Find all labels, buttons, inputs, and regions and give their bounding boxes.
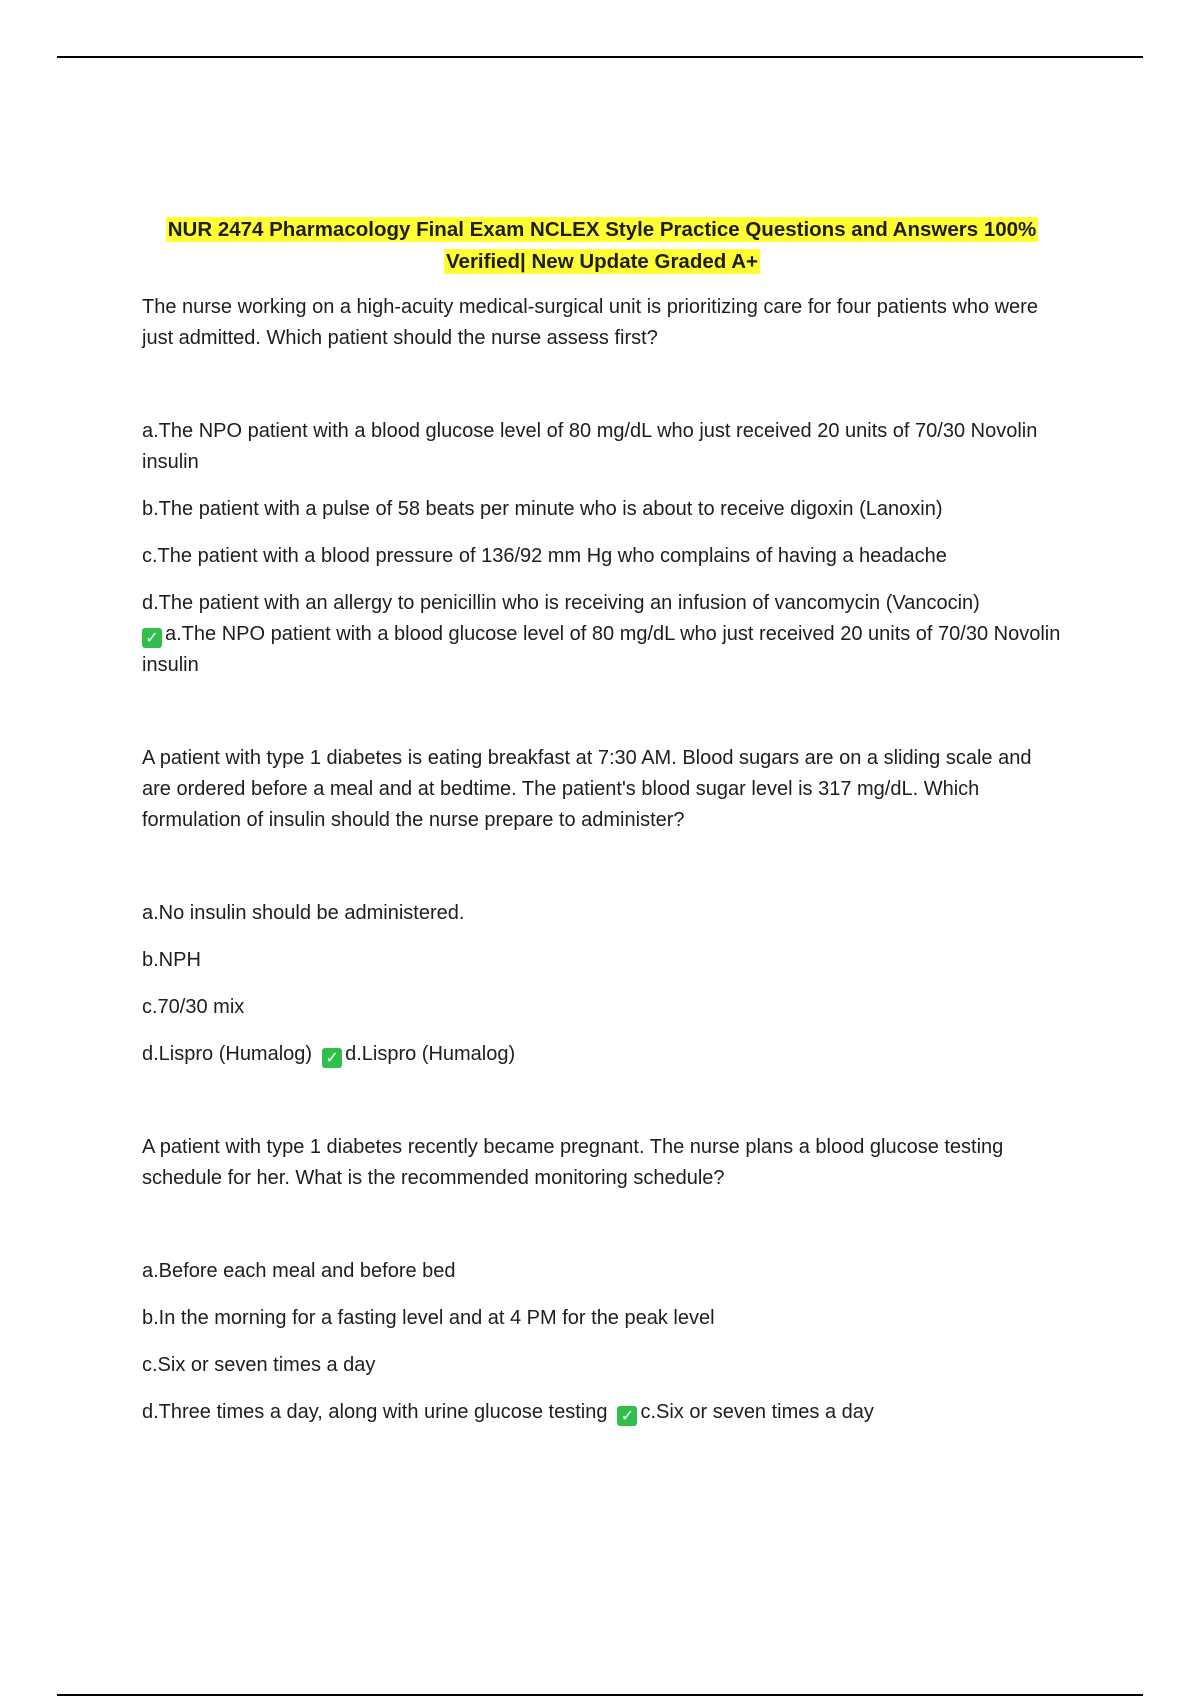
answer-option: c.Six or seven times a day — [142, 1354, 376, 1376]
check-mark-icon: ✓ — [617, 1406, 637, 1426]
answer-option: b.NPH — [142, 949, 201, 971]
answer-option: c.70/30 mix — [142, 996, 245, 1018]
question-block-2 — [142, 743, 1062, 1070]
document-body — [142, 214, 1062, 1428]
correct-answer-text: a.The NPO patient with a blood glucose level of 80 mg/dL who just received 20 units of 70/30 Novolin insulin — [142, 623, 1061, 676]
answer-option: a.The NPO patient with a blood glucose level of 80 mg/dL who just received 20 units of 70/30 Novolin insulin — [142, 420, 1038, 473]
question-block-3 — [142, 1132, 1062, 1428]
answer-option-text: d.Three times a day, along with urine glucose testing — [142, 1401, 608, 1423]
title-line-1: NUR 2474 Pharmacology Final Exam NCLEX Style Practice Questions and Answers 100% — [167, 218, 1037, 241]
answer-option-with-answer — [142, 1397, 1062, 1428]
document-title — [142, 214, 1062, 278]
header-rule — [57, 56, 1143, 58]
answer-option: b.The patient with a pulse of 58 beats per minute who is about to receive digoxin (Lanoxin) — [142, 498, 943, 520]
footer-rule — [57, 1694, 1143, 1696]
question-text: A patient with type 1 diabetes recently became pregnant. The nurse plans a blood glucose testing schedule for her. What is the recommended monitoring schedule? — [142, 1136, 1004, 1189]
answer-option: a.No insulin should be administered. — [142, 902, 465, 924]
answer-option-with-answer — [142, 1039, 1062, 1070]
correct-answer — [142, 619, 1062, 681]
correct-answer — [617, 1401, 873, 1423]
check-mark-icon: ✓ — [142, 628, 162, 648]
answer-option: d.The patient with an allergy to penicillin who is receiving an infusion of vancomycin (Vancocin) — [142, 592, 980, 614]
correct-answer-text: c.Six or seven times a day — [640, 1401, 874, 1423]
question-text: The nurse working on a high-acuity medical-surgical unit is prioritizing care for four patients who were just admitted. Which patient should the nurse assess first? — [142, 296, 1038, 349]
check-mark-icon: ✓ — [322, 1048, 342, 1068]
correct-answer — [322, 1043, 515, 1065]
answer-option: c.The patient with a blood pressure of 136/92 mm Hg who complains of having a headache — [142, 545, 947, 567]
answer-option: b.In the morning for a fasting level and at 4 PM for the peak level — [142, 1307, 715, 1329]
question-block-1 — [142, 292, 1062, 681]
answer-option: a.Before each meal and before bed — [142, 1260, 456, 1282]
answer-option-text: d.Lispro (Humalog) — [142, 1043, 313, 1065]
question-text: A patient with type 1 diabetes is eating breakfast at 7:30 AM. Blood sugars are on a sliding scale and are ordered before a meal and at bedtime. The patient's blood sugar level is 317 mg/dL. Which formulation of insulin should the nurse prepare to administer? — [142, 747, 1032, 831]
correct-answer-text: d.Lispro (Humalog) — [345, 1043, 516, 1065]
title-line-2: Verified| New Update Graded A+ — [446, 250, 758, 273]
